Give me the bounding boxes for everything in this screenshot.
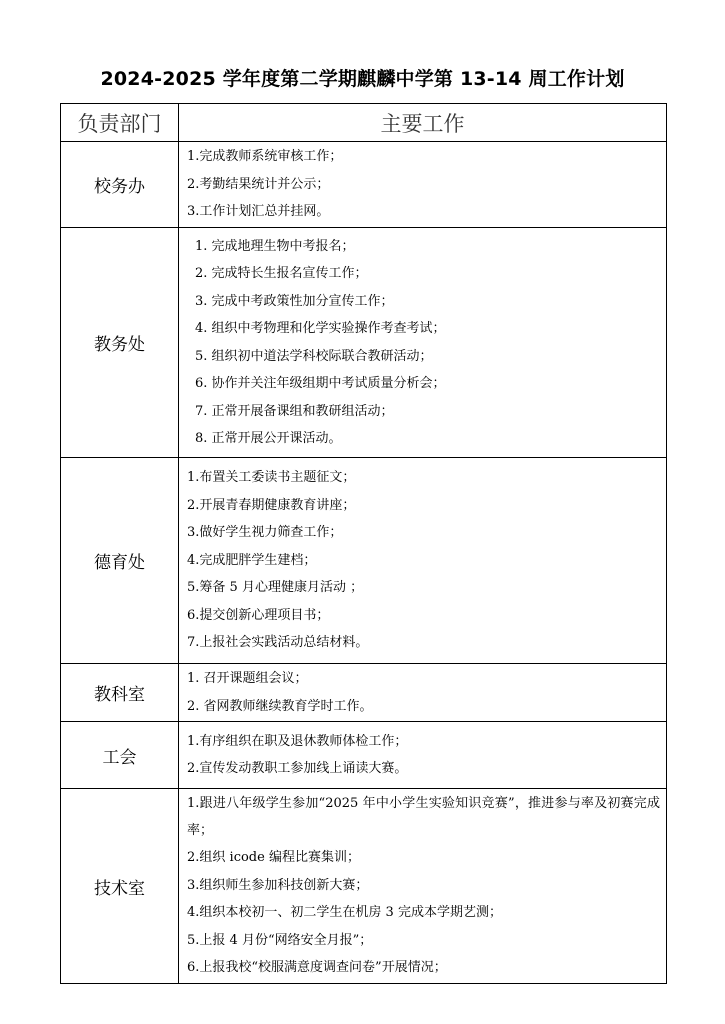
work-list (179, 143, 666, 226)
list-item: 4.组织本校初一、初二学生在机房 3 完成本学期艺测； (187, 905, 502, 921)
work-cell (179, 722, 667, 789)
work-cell (179, 789, 667, 984)
list-item: 3.工作计划汇总并挂网。 (187, 204, 330, 220)
dept-cell: 技术室 (61, 789, 179, 984)
list-item: 2. 完成特长生报名宣传工作； (195, 266, 368, 281)
work-list (179, 790, 666, 982)
list-item: 1.有序组织在职及退休教师体检工作； (187, 733, 408, 749)
work-cell (179, 228, 667, 458)
page-title: 2024-2025 学年度第二学期麒麟中学第 13-14 周工作计划 (100, 68, 625, 90)
work-list (179, 728, 666, 783)
list-item: 1.跟进八年级学生参加“2025 年中小学生实验知识竞赛”，推进参与率及初赛完成率； (187, 796, 660, 839)
list-item: 6. 协作并关注年级组期中考试质量分析会； (195, 376, 446, 391)
dept-cell: 校务办 (61, 142, 179, 228)
list-item: 7.上报社会实践活动总结材料。 (187, 635, 369, 651)
list-item: 2.开展青春期健康教育讲座； (187, 497, 356, 513)
list-item: 1.完成教师系统审核工作； (187, 149, 343, 165)
dept-cell: 教科室 (61, 664, 179, 722)
list-item: 4.完成肥胖学生建档； (187, 552, 317, 568)
list-item: 2. 省网教师继续教育学时工作。 (187, 698, 373, 714)
list-item: 8. 正常开展公开课活动。 (195, 431, 342, 446)
work-list (179, 665, 666, 720)
dept-cell: 德育处 (61, 458, 179, 664)
list-item: 2.宣传发动教职工参加线上诵读大赛。 (187, 761, 408, 776)
list-item: 5.筹备 5 月心理健康月活动 ； (187, 580, 364, 596)
list-item: 3.做好学生视力筛查工作； (187, 525, 343, 541)
work-list (179, 233, 666, 453)
list-item: 6.上报我校“校服满意度调查问卷”开展情况； (187, 960, 447, 976)
list-item: 2.组织 icode 编程比赛集训； (187, 850, 360, 866)
table-header-row (61, 104, 667, 142)
list-item: 1. 召开课题组会议； (187, 671, 308, 686)
list-item: 7. 正常开展备课组和教研组活动； (195, 403, 394, 419)
list-item: 2.考勤结果统计并公示； (187, 176, 330, 192)
dept-cell: 教务处 (61, 228, 179, 458)
work-cell (179, 458, 667, 664)
work-plan-table (60, 103, 667, 984)
table-row (61, 458, 667, 664)
table-row (61, 664, 667, 722)
table-row (61, 789, 667, 984)
list-item: 1. 完成地理生物中考报名； (195, 238, 355, 254)
list-item: 1.布置关工委读书主题征文； (187, 470, 356, 486)
list-item: 5.上报 4 月份“网络安全月报”； (187, 932, 373, 948)
work-cell (179, 142, 667, 228)
table-row (61, 722, 667, 789)
list-item: 5. 组织初中道法学科校际联合教研活动； (195, 348, 433, 364)
list-item: 3.组织师生参加科技创新大赛； (187, 877, 369, 893)
work-column-header: 主要工作 (179, 104, 667, 142)
dept-column-header: 负责部门 (61, 104, 179, 142)
work-cell (179, 664, 667, 722)
list-item: 6.提交创新心理项目书； (187, 607, 330, 623)
list-item: 4. 组织中考物理和化学实验操作考查考试； (195, 321, 446, 336)
table-row (61, 142, 667, 228)
list-item: 3. 完成中考政策性加分宣传工作； (195, 293, 394, 309)
dept-cell: 工会 (61, 722, 179, 789)
table-row (61, 228, 667, 458)
work-list (179, 464, 666, 657)
